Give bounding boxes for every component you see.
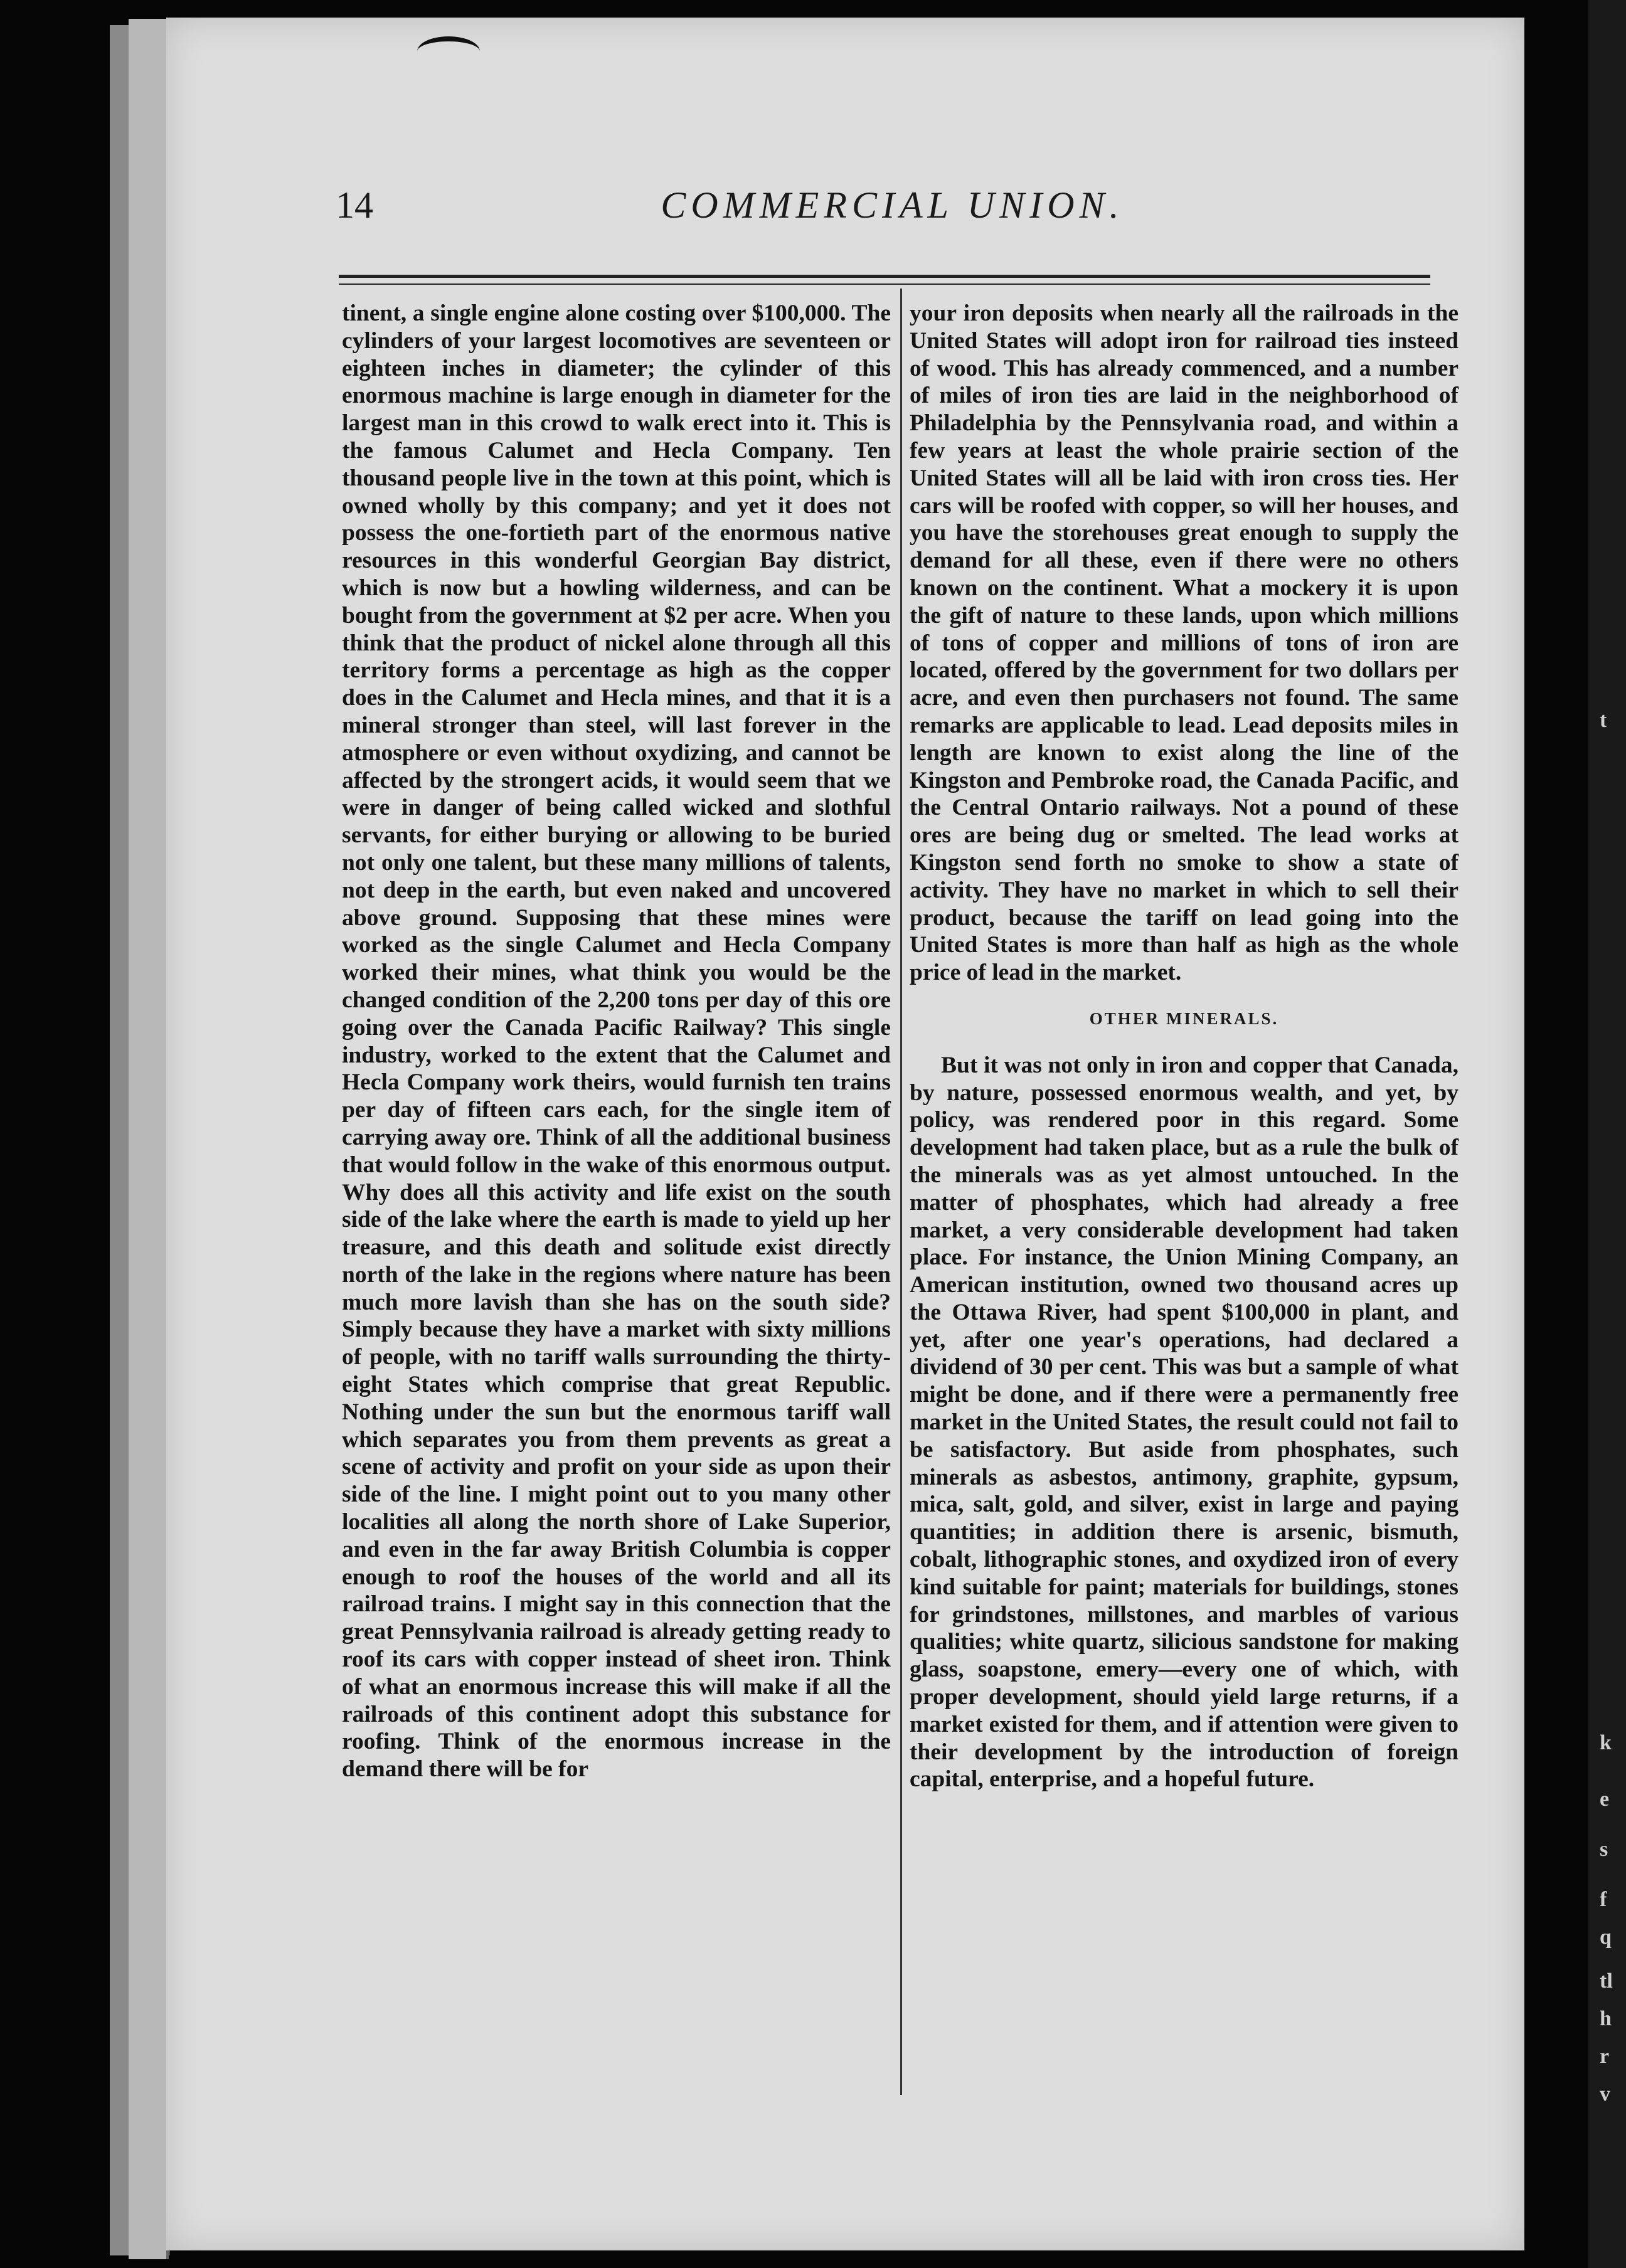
adjacent-page-fragment: e [1600, 1788, 1610, 1811]
header-rule-thick [339, 275, 1430, 278]
adjacent-page-fragment: q [1600, 1926, 1612, 1949]
adjacent-page-fragment: s [1600, 1838, 1608, 1861]
left-column [342, 300, 891, 1783]
page-number: 14 [336, 184, 373, 226]
adjacent-page-fragment: k [1600, 1731, 1612, 1754]
adjacent-page-sliver [1588, 0, 1626, 2268]
section-heading: OTHER MINERALS. [1089, 1009, 1279, 1028]
ink-mark [417, 36, 480, 66]
left-column-text: tinent, a single engine alone costing over $100,000. The cylinders of your largest locomotives are seventeen or eighteen inches in diameter; the cylinder of this enormous machine is large enough in diameter for the largest man in this crowd to walk erect into it. This is the famous Calumet and Hecla Company. Ten thousand people live in the town at this point, which is owned wholly by this company; and yet it does not possess the one-fortieth part of the enormous native resources in this wonderful Georgian Bay district, which is now but a howling wilderness, and can be bought from the government at $2 per acre. When you think that the product of nickel alone through all this territory forms a percentage as high as the copper does in the Calumet and Hecla mines, and that it is a mineral stronger than steel, will last forever in the atmosphere or even without oxydizing, and cannot be affected by the strongert acids, it would seem that we were in danger of being called wicked and slothful servants, for either burying or allowing to be buried not only one talent, but these many millions of talents, not deep in the earth, but even naked and uncovered above ground. Supposing that these mines were worked as the single Calumet and Hecla Company worked their mines, what think you would be the changed condition of the 2,200 tons per day of this ore going over the Canada Pacific Railway? This single industry, worked to the extent that the Calumet and Hecla Company work theirs, would furnish ten trains per day of fifteen cars each, for the single item of carrying away ore. Think of all the additional business that would follow in the wake of this enormous output. Why does all this activity and life exist on the south side of the lake where the earth is made to yield up her treasure, and this death and solitude exist directly north of the lake in the regions where nature has been much more lavish than she has on the south side? Simply because they have a market with sixty millions of people, with no tariff walls surrounding the thirty-eight States which comprise that great Republic. Nothing under the sun but the enormous tariff wall which separates you from them prevents as great a scene of activity and profit on your side as upon their side of the line. I might point out to you many other localities all along the north shore of Lake Superior, and even in the far away British Columbia is copper enough to roof the houses of the world and all its railroad trains. I might say in this connection that the great Pennsylvania railroad is already getting ready to roof its cars with copper instead of sheet iron. Think of what an enormous increase this will make if all the railroads of this continent adopt this substance for roofing. Think of the enormous increase in the demand there will be for [342, 300, 891, 1783]
adjacent-page-fragment: f [1600, 1888, 1607, 1911]
adjacent-page-fragment: t [1600, 709, 1607, 732]
adjacent-page-fragment: tl [1600, 1969, 1613, 1993]
adjacent-page-fragment: v [1600, 2082, 1610, 2106]
adjacent-page-fragment: h [1600, 2007, 1612, 2030]
right-column [910, 300, 1459, 1793]
page-header [166, 184, 1524, 240]
header-rule-thin [339, 284, 1430, 285]
adjacent-page-fragment: r [1600, 2045, 1610, 2068]
right-column-paragraph-1: your iron deposits when nearly all the railroads in the United States will adopt iron for railroad ties insteed of wood. This has already commenced, and a number of miles of iron ties are laid in the neighborhood of Philadelphia by the Pennsylvania road, and within a few years at least the whole prairie section of the United States will all be laid with iron cross ties. Her cars will be roofed with copper, so will her houses, and you have the storehouses great enough to supply the demand for all these, even if there were no others known on the continent. What a mockery it is upon the gift of nature to these lands, upon which millions of tons of copper and millions of tons of iron are located, offered by the government for two dollars per acre, and even then purchasers not found. The same remarks are applicable to lead. Lead deposits miles in length are known to exist along the line of the Kingston and Pembroke road, the Canada Pacific, and the Central Ontario railways. Not a pound of these ores are being dug or smelted. The lead works at Kingston send forth no smoke to show a state of activity. They have no market in which to sell their product, because the tariff on lead going into the United States is more than half as high as the whole price of lead in the market. [910, 300, 1459, 986]
running-head: COMMERCIAL UNION. [661, 184, 1124, 226]
right-column-paragraph-2: But it was not only in iron and copper that Canada, by nature, possessed enormous wealth, and yet, by policy, was rendered poor in this regard. Some development had taken place, but as a rule the bulk of the minerals was as yet almost untouched. In the matter of phosphates, which had already a free market, a very considerable development had taken place. For instance, the Union Mining Company, an American institution, owned two thousand acres up the Ottawa River, had spent $100,000 in plant, and yet, after one year's operations, had declared a dividend of 30 per cent. This was but a sample of what might be done, and if there were a permanently free market in the United States, the result could not fail to be satisfactory. But aside from phosphates, such minerals as asbestos, antimony, graphite, gypsum, mica, salt, gold, and silver, exist in large and paying quantities; in addition there is arsenic, bismuth, cobalt, lithographic stones, and oxydized iron of every kind suitable for paint; materials for buildings, stones for grindstones, millstones, and marbles of various qualities; white quartz, silicious sandstone for making glass, soapstone, emery—every one of which, with proper development, should yield large returns, if a market existed for them, and if attention were given to their development by the introduction of foreign capital, enterprise, and a hopeful future. [910, 1052, 1459, 1793]
document-page [166, 18, 1524, 2250]
column-divider [900, 289, 902, 2095]
page-stack-edge-inner [129, 19, 169, 2259]
